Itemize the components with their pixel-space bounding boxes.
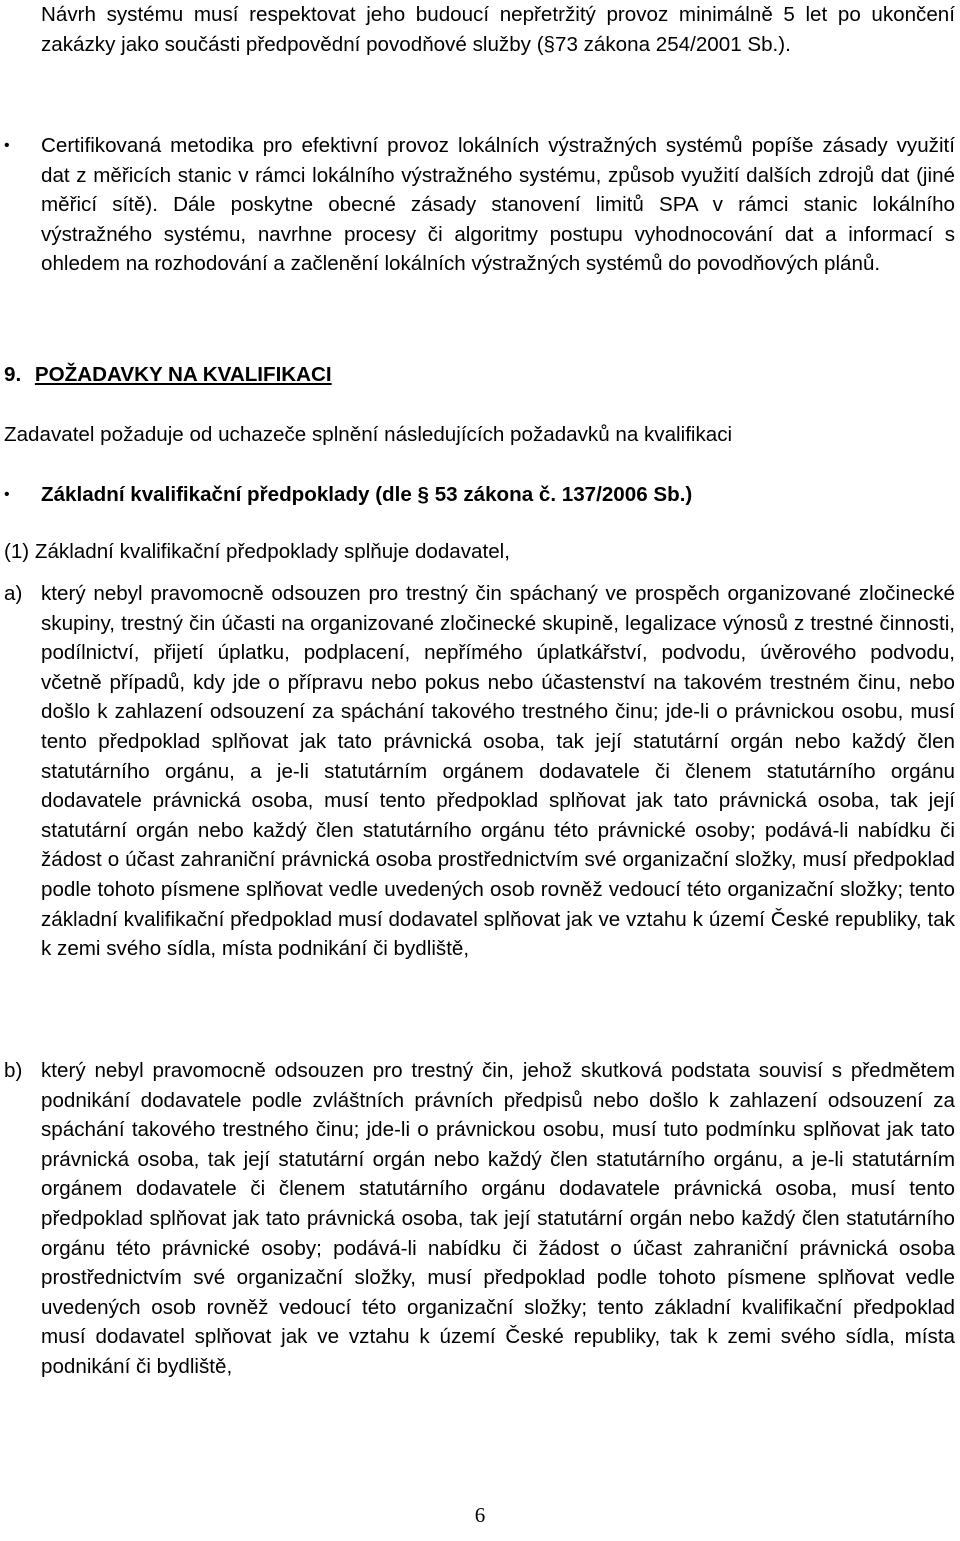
- page-number: 6: [474, 1503, 486, 1527]
- item-text-b: který nebyl pravomocně odsouzen pro trestný čin, jehož skutková podstata souvisí s předmětem podnikání dodavatele podle zvláštních právních předpisů nebo došlo k zahlazení odsouzení za spáchání takového trestného činu; jde-li o právnickou osobu, musí tuto podmínku splňovat jak tato právnická osoba, tak její statutární orgán nebo každý člen statutárního orgánu, a je-li statutárním orgánem dodavatele či členem statutárního orgánu dodavatele právnická osoba, musí tento předpoklad splňovat jak tato právnická osoba, tak její statutární orgán nebo každý člen statutárního orgánu této právnické osoby; podává-li nabídku či žádost o účast zahraniční právnická osoba prostřednictvím své organizační složky, musí předpoklad podle tohoto písmene splňovat vedle uvedených osob rovněž vedoucí této organizační složky; tento základní kvalifikační předpoklad musí dodavatel splňovat jak ve vztahu k území České republiky, tak k zemi svého sídla, místa podnikání či bydliště,: [41, 1059, 955, 1378]
- basic-qualification-heading: Základní kvalifikační předpoklady (dle § 53 zákona č. 137/2006 Sb.): [41, 483, 693, 506]
- section-heading: [4, 360, 332, 390]
- section-title: POŽADAVKY NA KVALIFIKACI: [34, 363, 332, 386]
- section-number: 9.: [4, 363, 22, 386]
- clause-1: (1) Základní kvalifikační předpoklady splňuje dodavatel,: [4, 540, 510, 563]
- methodology-paragraph: Certifikovaná metodika pro efektivní provoz lokálních výstražných systémů popíše zásady využití dat z měřicích stanic v rámci lokálního výstražného systému, způsob využití dalších zdrojů dat (jiné měřicí sítě). Dále poskytne obecné zásady stanovení limitů SPA v rámci stanic lokálního výstražného systému, navrhne procesy či algoritmy postupu vyhodnocování dat a informací s ohledem na rozhodování a začlenění lokálních výstražných systémů do povodňových plánů.: [41, 134, 955, 276]
- intro-continuation-paragraph: Návrh systému musí respektovat jeho budoucí nepřetržitý provoz minimálně 5 let po ukončení zakázky jako součásti předpovědní povodňové služby (§73 zákona 254/2001 Sb.).: [41, 3, 955, 56]
- item-text-a: který nebyl pravomocně odsouzen pro trestný čin spáchaný ve prospěch organizované zločinecké skupiny, trestný čin účasti na organizované zločinecké skupině, legalizace výnosů z trestné činnosti, podílnictví, přijetí úplatku, podplacení, nepřímého úplatkářství, podvodu, úvěrového podvodu, včetně případů, kdy jde o přípravu nebo pokus nebo účastenství na takovém trestném činu, nebo došlo k zahlazení odsouzení za spáchání takového trestného činu; jde-li o právnickou osobu, musí tento předpoklad splňovat jak tato právnická osoba, tak její statutární orgán nebo každý člen statutárního orgánu, a je-li statutárním orgánem dodavatele či členem statutárního orgánu dodavatele právnická osoba, musí tento předpoklad splňovat jak tato právnická osoba, tak její statutární orgán nebo každý člen statutárního orgánu této právnické osoby; podává-li nabídku či žádost o účast zahraniční právnická osoba prostřednictvím své organizační složky, musí předpoklad podle tohoto písmene splňovat vedle uvedených osob rovněž vedoucí této organizační složky; tento základní kvalifikační předpoklad musí dodavatel splňovat jak ve vztahu k území České republiky, tak k zemi svého sídla, místa podnikání či bydliště,: [41, 582, 955, 961]
- bullet-icon: •: [4, 137, 10, 154]
- bullet-icon: •: [4, 486, 10, 503]
- section-intro: Zadavatel požaduje od uchazeče splnění následujících požadavků na kvalifikaci: [4, 423, 733, 446]
- item-label-b: b): [4, 1059, 23, 1082]
- item-label-a: a): [4, 582, 23, 605]
